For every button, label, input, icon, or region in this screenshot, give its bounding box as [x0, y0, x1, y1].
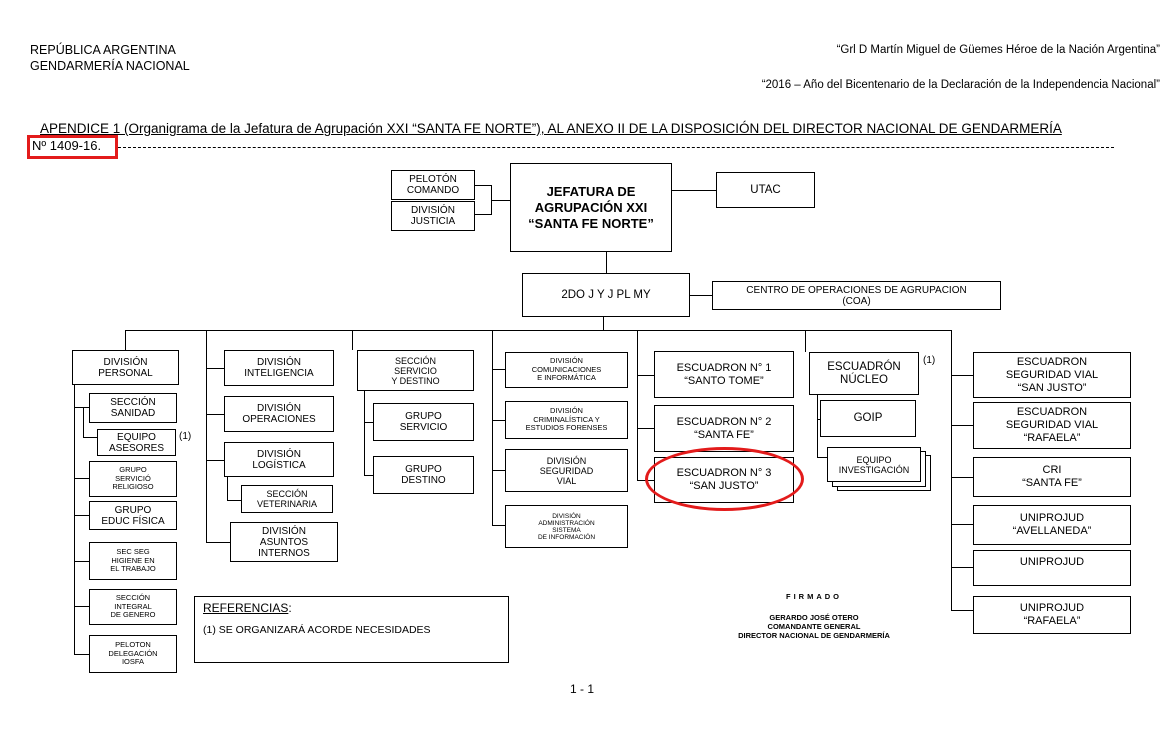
- signature-rank: COMANDANTE GENERAL: [767, 622, 861, 631]
- header-left: [30, 42, 190, 74]
- division-justicia-box: DIVISIÓN JUSTICIA: [391, 201, 475, 231]
- equipo-asesores-note: (1): [179, 431, 192, 442]
- title-dashed-rule: [118, 147, 1114, 148]
- signature-block: [712, 592, 916, 640]
- seg-vial-san-justo-box: ESCUADRON SEGURIDAD VIAL “SAN JUSTO”: [973, 352, 1131, 398]
- utac-box: UTAC: [716, 172, 815, 208]
- escuadron-nucleo-note: (1): [923, 355, 936, 366]
- document-number: Nº 1409-16.: [32, 138, 102, 153]
- seccion-servicio-destino-box: SECCIÓN SERVICIO Y DESTINO: [357, 350, 474, 391]
- division-seguridad-vial-box: DIVISIÓN SEGURIDAD VIAL: [505, 449, 628, 492]
- escuadron-3-box: ESCUADRON N° 3 “SAN JUSTO”: [654, 457, 794, 503]
- division-personal-box: DIVISIÓN PERSONAL: [72, 350, 179, 385]
- uniprojud-rafaela-box: UNIPROJUD “RAFAELA”: [973, 596, 1131, 634]
- grupo-servicio-religioso-box: GRUPO SERVICIÓ RELIGIOSO: [89, 461, 177, 497]
- header-motto-2: “2016 – Año del Bicentenario de la Declaración de la Independencia Nacional”: [761, 79, 1160, 91]
- division-asuntos-internos-box: DIVISIÓN ASUNTOS INTERNOS: [230, 522, 338, 562]
- highlight-ellipse: [645, 447, 804, 511]
- grupo-educ-fisica-box: GRUPO EDUC FÍSICA: [89, 501, 177, 530]
- seccion-veterinaria-box: SECCIÓN VETERINARIA: [241, 485, 333, 513]
- uniprojud-avellaneda-box: UNIPROJUD “AVELLANEDA”: [973, 505, 1131, 545]
- signature-name: GERARDO JOSÉ OTERO: [769, 613, 859, 622]
- header-institution: GENDARMERÍA NACIONAL: [30, 59, 190, 73]
- referencias-title: REFERENCIAS:: [203, 601, 292, 615]
- division-operaciones-box: DIVISIÓN OPERACIONES: [224, 396, 334, 432]
- document-title: APENDICE 1 (Organigrama de la Jefatura de Agrupación XXI “SANTA FE NORTE”), AL ANEXO II DE LA DISPOSICIÓN DEL DIRECTOR NACIONAL DE GENDARMERÍA: [40, 121, 1062, 136]
- escuadron-nucleo-box: ESCUADRÓN NÚCLEO: [809, 352, 919, 395]
- referencias-line: (1) SE ORGANIZARÁ ACORDE NECESIDADES: [203, 624, 431, 636]
- uniprojud-box: UNIPROJUD: [973, 550, 1131, 586]
- referencias-colon: :: [288, 601, 292, 615]
- peloton-comando-box: PELOTÓN COMANDO: [391, 170, 475, 200]
- highlight-rectangle: [27, 135, 118, 159]
- division-criminalistica-box: DIVISIÓN CRIMINALÍSTICA Y ESTUDIOS FORENSES: [505, 401, 628, 439]
- division-logistica-box: DIVISIÓN LOGÍSTICA: [224, 442, 334, 477]
- division-inteligencia-box: DIVISIÓN INTELIGENCIA: [224, 350, 334, 386]
- signature-label: FIRMADO: [786, 592, 842, 601]
- division-administracion-box: DIVISIÓN ADMINISTRACIÓN SISTEMA DE INFORMACIÓN: [505, 505, 628, 548]
- division-comunicaciones-box: DIVISIÓN COMUNICACIONES E INFORMÁTICA: [505, 352, 628, 388]
- header-motto-1: “Grl D Martín Miguel de Güemes Héroe de la Nación Argentina”: [836, 44, 1160, 56]
- page-number: 1 - 1: [570, 682, 595, 696]
- peloton-delegacion-box: PELOTON DELEGACIÓN IOSFA: [89, 635, 177, 673]
- signature-position: DIRECTOR NACIONAL DE GENDARMERÍA: [738, 631, 890, 640]
- seg-vial-rafaela-box: ESCUADRON SEGURIDAD VIAL “RAFAELA”: [973, 402, 1131, 449]
- equipo-asesores-box: EQUIPO ASESORES: [97, 429, 176, 456]
- seccion-sanidad-box: SECCIÓN SANIDAD: [89, 393, 177, 423]
- segundo-jefe-box: 2DO J Y J PL MY: [522, 273, 690, 317]
- goip-box: GOIP: [820, 400, 916, 437]
- sec-seg-higiene-box: SEC SEG HIGIENE EN EL TRABAJO: [89, 542, 177, 580]
- referencias-box: [194, 596, 509, 663]
- escuadron-2-box: ESCUADRON N° 2 “SANTA FE”: [654, 405, 794, 452]
- header-country: REPÚBLICA ARGENTINA: [30, 43, 176, 57]
- grupo-destino-box: GRUPO DESTINO: [373, 456, 474, 494]
- coa-box: CENTRO DE OPERACIONES DE AGRUPACION (COA): [712, 281, 1001, 310]
- grupo-servicio-box: GRUPO SERVICIO: [373, 403, 474, 441]
- equipo-investigacion-box: EQUIPO INVESTIGACIÓN: [827, 447, 921, 482]
- seccion-integral-genero-box: SECCIÓN INTEGRAL DE GENERO: [89, 589, 177, 625]
- jefatura-box: JEFATURA DE AGRUPACIÓN XXI “SANTA FE NORTE”: [510, 163, 672, 252]
- cri-santa-fe-box: CRI “SANTA FE”: [973, 457, 1131, 497]
- escuadron-1-box: ESCUADRON N° 1 “SANTO TOME”: [654, 351, 794, 398]
